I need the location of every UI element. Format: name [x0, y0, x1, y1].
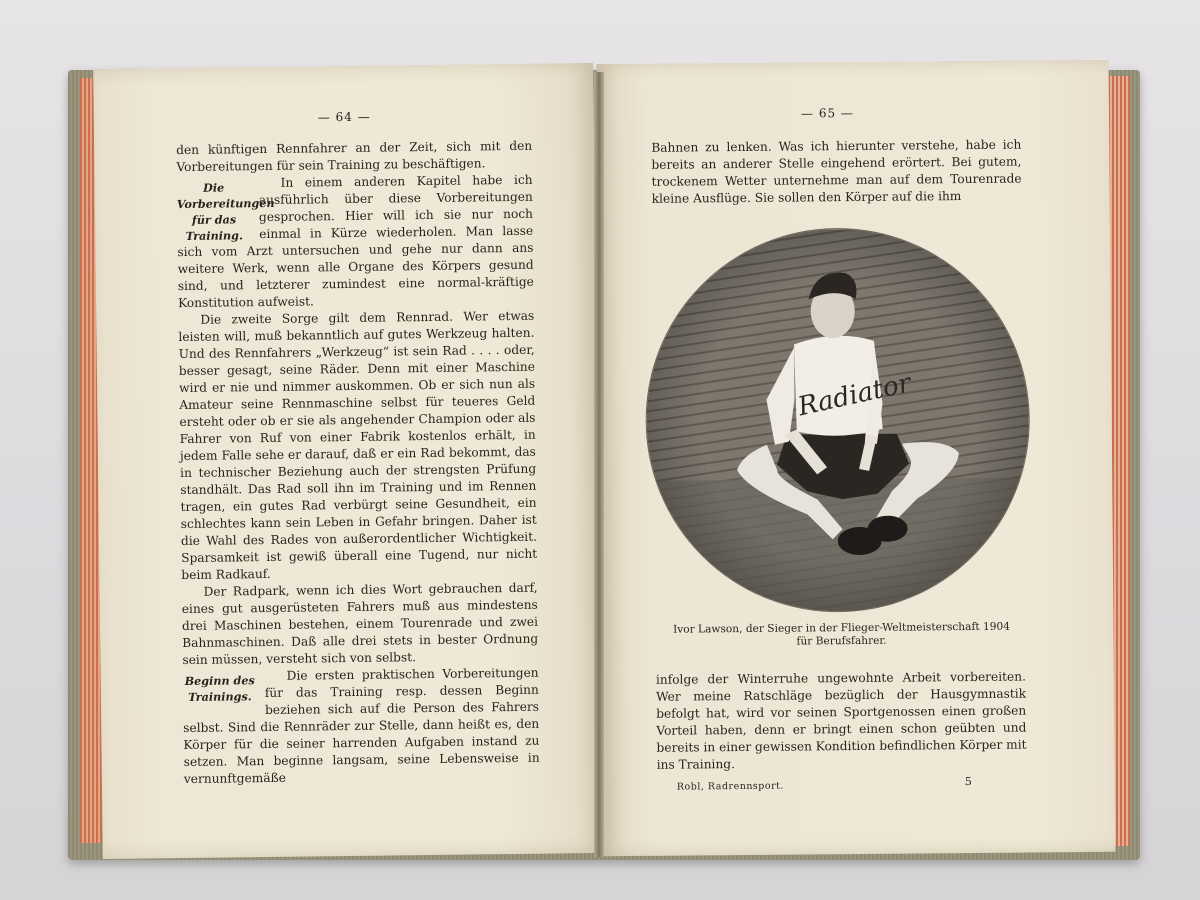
- right-page-text-bottom: [656, 669, 1027, 774]
- footer-signature-number: 5: [964, 775, 972, 789]
- paragraph: Bahnen zu lenken. Was ich hierunter verstehe, habe ich bereits an anderer Stelle eingehend erörtert. Bei gutem, trockenem Wetter unternehme man auf dem Tourenrade kleine Ausflüge. Sie sollen den Körper auf die ihm: [651, 137, 1022, 206]
- paragraph: Die zweite Sorge gilt dem Rennrad. Wer etwas leisten will, muß bekanntlich auf gutes Werkzeug halten. Und des Rennfahrers „Werkzeug“ ist sein Rad . . . . oder, besser gesagt, seine Räder. Denn mit einer Maschine wird er nie und nimmer auskommen. Ob er sich nun als Amateur seine Rennmaschine selbst für teueres Geld ersteht oder ob er sie als angehender Champion oder als Fahrer von Ruf von einer Fabrik kostenlos erhält, in jedem Falle sehe er darauf, daß er ein Rad bekommt, das in technischer Beziehung auch der strengsten Prüfung standhält. Das Rad soll ihn im Training und im Rennen tragen, ein gutes Rad verbürgt seine Gesundheit, ein schlechtes kann sein Leben in Gefahr bringen. Daher ist die Wahl des Rades von außerordentlicher Wichtigkeit. Sparsamkeit ist gewiß überall eine Tugend, nur nicht beim Radkauf.: [178, 308, 538, 583]
- page-number-right: — 65 —: [800, 106, 854, 121]
- cyclist-photo-image: [645, 227, 1030, 612]
- footer-signature: Robl, Radrennsport.: [676, 780, 785, 793]
- paragraph: infolge der Winterruhe ungewohnte Arbeit vorbereiten. Wer meine Ratschläge bezüglich der Hausgymnastik befolgt hat, wird vor seinen Sportgenossen einen großen Vorteil haben, denn er bringt einen schon geübten und bereits in einer gewissen Kondition befindlichen Körper mit ins Training.: [655, 669, 1027, 772]
- caption-line-2: für Berufsfahrer.: [796, 634, 887, 648]
- page-number-left: — 64 —: [317, 109, 371, 125]
- paragraph: Der Radpark, wenn ich dies Wort gebrauchen darf, eines gut ausgerüsteten Fahrers muß aus mindestens drei Maschinen bestehen, einem Tourenrade und zwei Bahnmaschinen. Daß alle drei stets in bester Ordnung sein müssen, versteht sich von selbst.: [181, 580, 539, 668]
- book-gutter: [594, 72, 604, 857]
- cyclist-photo: [644, 226, 1031, 613]
- margin-note-beginn: Beginn des Trainings.: [184, 673, 255, 704]
- right-page-text-top: [651, 137, 1022, 208]
- margin-note-vorbereitungen: Die Vorbereitungen für das Training.: [176, 180, 275, 243]
- paragraph: Die ersten praktischen Vorbereitungen für das Training resp. dessen Beginn beziehen sich auf die Person des Fahrers selbst. Sind die Rennräder zur Stelle, dann heißt es, den Körper für die seiner harrenden Aufgaben instand zu setzen. Man beginne langsam, seine Lebensweise in vernunftgemäße: [183, 665, 540, 787]
- caption-line-1: Ivor Lawson, der Sieger in der Flieger-Weltmeisterschaft 1904: [672, 620, 1010, 636]
- paragraph: In einem anderen Kapitel habe ich ausführlich über diese Vorbereitungen gesprochen. Hier will ich sie nur noch einmal in Kürze wiederholen. Man lasse sich vom Arzt untersuchen und gehe nur dann ans weitere Werk, wenn alle Organe des Körpers gesund sind, und letzterer zumindest eine normal-kräftige Konstitution aufweist.: [177, 172, 534, 311]
- right-page: [597, 60, 1116, 856]
- left-page: [93, 63, 603, 859]
- left-page-text: [176, 138, 540, 788]
- paragraph: den künftigen Rennfahrer an der Zeit, sich mit den Vorbereitungen für sein Training zu beschäftigen.: [176, 138, 533, 175]
- photo-caption: [641, 620, 1041, 649]
